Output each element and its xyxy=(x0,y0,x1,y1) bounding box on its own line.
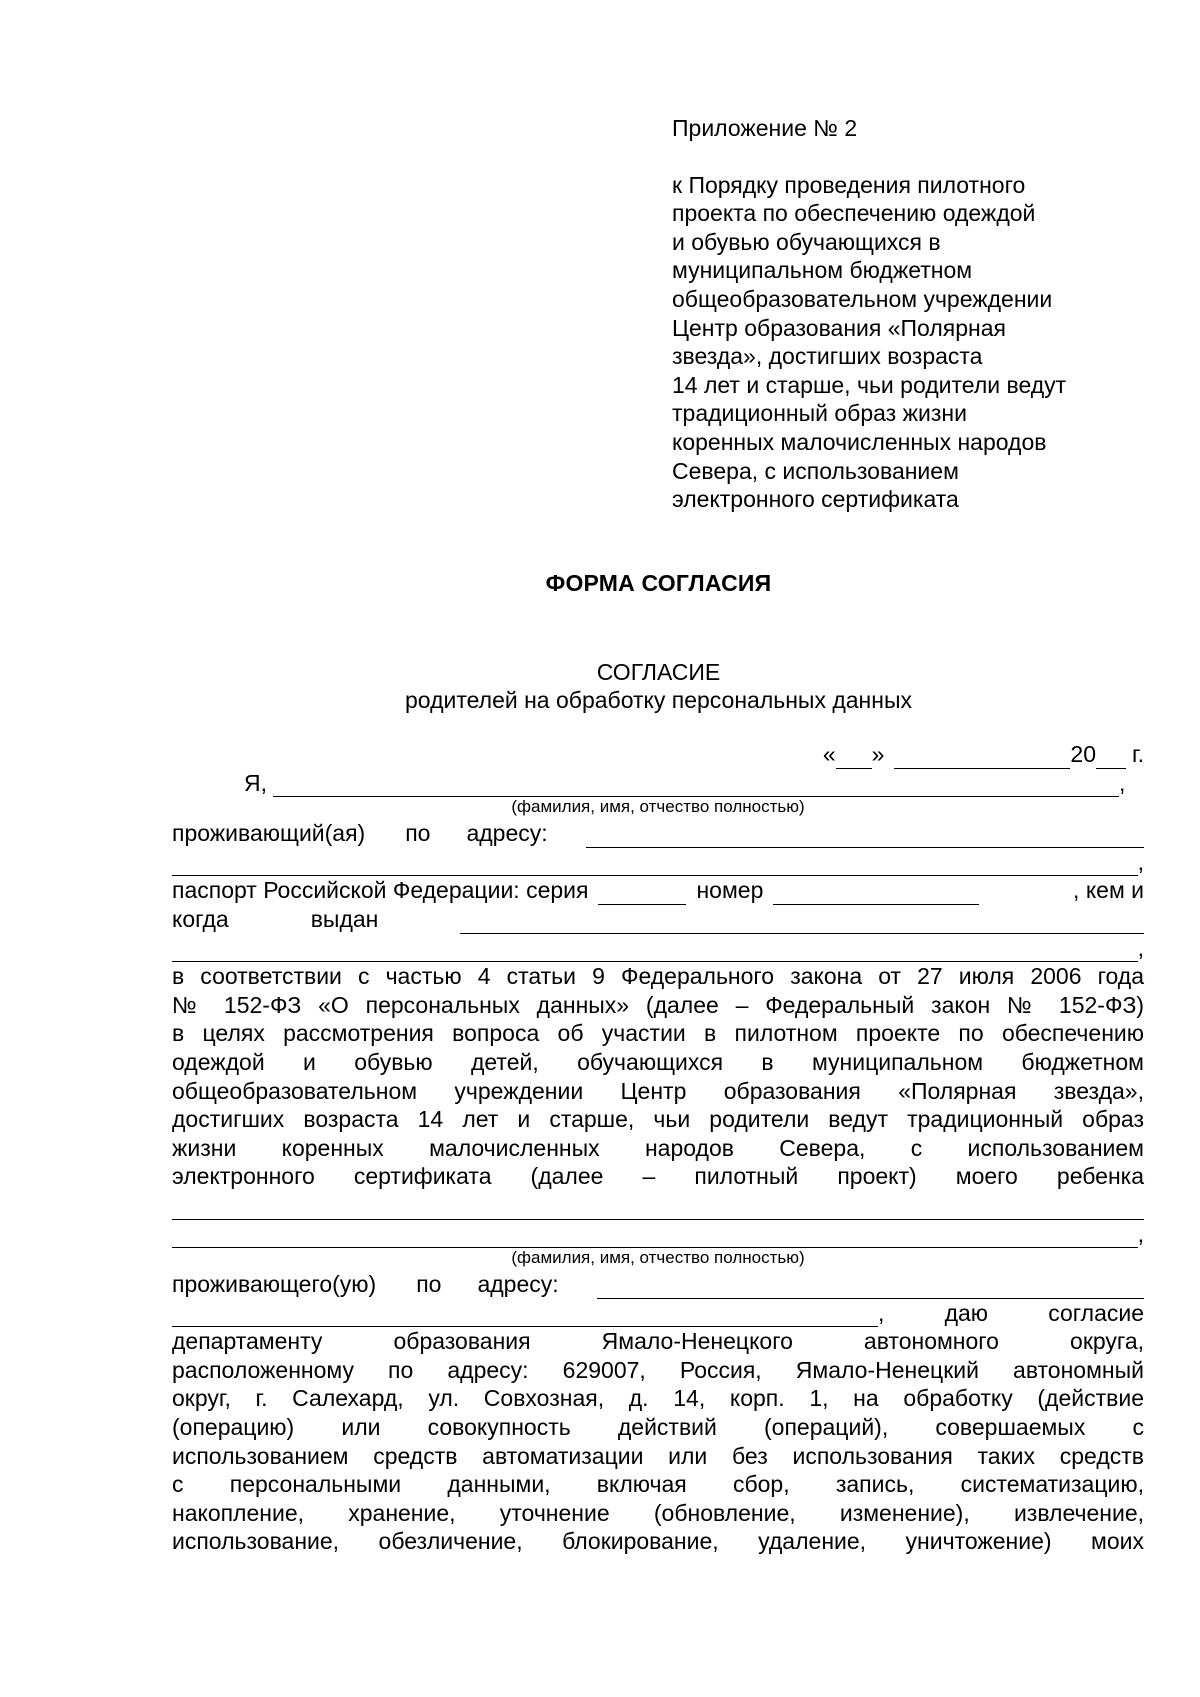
parent-address-field-2[interactable] xyxy=(172,853,1138,876)
paragraph-line: № 152-ФЗ «О персональных данных» (далее – Федеральный закон № 152-ФЗ) xyxy=(172,991,1144,1018)
date-open-quote: « xyxy=(822,741,836,767)
issued-label: когда xyxy=(172,905,229,932)
annex-line: муниципальном бюджетном xyxy=(672,257,973,284)
paragraph-line: жизни коренных малочисленных народов Севера, с использованием xyxy=(172,1134,1144,1161)
annex-line: к Порядку проведения пилотного xyxy=(672,171,1026,198)
consent-title: СОГЛАСИЕ xyxy=(596,659,721,685)
form-body xyxy=(172,740,1144,1556)
i-label: Я, xyxy=(244,769,267,796)
paragraph-line: использование, обезличение, блокирование, удаление, уничтожение) моих xyxy=(172,1528,1144,1555)
paragraph-line: департаменту образования Ямало-Ненецкого автономного округа, xyxy=(172,1328,1144,1355)
parent-fio-field[interactable] xyxy=(273,774,1119,797)
passport-row xyxy=(172,876,1144,905)
address-continuation-row xyxy=(172,848,1144,877)
month-field[interactable] xyxy=(894,746,1070,769)
child-residing-label: проживающего(ую) xyxy=(172,1271,377,1298)
paragraph-line: расположенному по адресу: 629007, Россия, Ямало-Ненецкий автономный xyxy=(172,1356,1144,1383)
issued-row xyxy=(172,905,1144,934)
paragraph-line: округ, г. Салехард, ул. Совхозная, д. 14, корп. 1, на обработку (действие xyxy=(172,1385,1144,1412)
residing-label: адресу: xyxy=(466,820,548,847)
form-title: ФОРМА СОГЛАСИЯ xyxy=(545,570,772,596)
passport-issuer-field[interactable] xyxy=(460,911,1144,934)
child-fio-comma: , xyxy=(1137,1220,1144,1247)
paragraph-line: с персональными данными, включая сбор, запись, систематизацию, xyxy=(172,1471,1144,1498)
paragraph-line: достигших возраста 14 лет и старше, чьи родители ведут традиционный образ xyxy=(172,1106,1144,1133)
paragraph-line: (операцию) или совокупность действий (операций), совершаемых с xyxy=(172,1414,1144,1441)
child-fio-row xyxy=(172,1191,1144,1220)
year-field[interactable] xyxy=(1096,746,1126,769)
residing-label: по xyxy=(405,820,431,847)
paragraph-line: использованием средств автоматизации или без использования таких средств xyxy=(172,1442,1144,1469)
annex-line: Центр образования «Полярная xyxy=(672,314,1006,341)
passport-number-label: номер xyxy=(696,877,764,904)
annex-line: 14 лет и старше, чьи родители ведут xyxy=(672,371,1067,398)
annex-line: общеобразовательном учреждении xyxy=(672,285,1053,312)
address-comma: , xyxy=(1137,848,1144,875)
annex-number: Приложение № 2 xyxy=(672,115,858,141)
fio-row xyxy=(172,769,1144,798)
legal-paragraph-1 xyxy=(172,962,1144,1191)
residence-row xyxy=(172,819,1144,848)
passport-issuer-field-2[interactable] xyxy=(172,939,1138,962)
annex-line: Севера, с использованием xyxy=(672,457,959,484)
parent-fio-caption: (фамилия, имя, отчество полностью) xyxy=(511,797,805,817)
paragraph-line: одеждой и обувью детей, обучающихся в муниципальном бюджетном xyxy=(172,1048,1144,1075)
paragraph-line: в целях рассмотрения вопроса об участии в пилотном проекте по обеспечению xyxy=(172,1020,1144,1047)
date-row xyxy=(172,740,1144,769)
consent-tail: , даю согласие xyxy=(878,1299,1144,1326)
annex-block xyxy=(672,114,1152,514)
day-field[interactable] xyxy=(836,746,872,769)
annex-line: и обувью обучающихся в xyxy=(672,228,941,255)
consent-subtitle: родителей на обработку персональных данных xyxy=(405,687,912,713)
paragraph-line: в соответствии с частью 4 статьи 9 Федерального закона от 27 июля 2006 года xyxy=(172,963,1144,990)
date-close-quote: » xyxy=(871,741,885,767)
issuer-continuation-row xyxy=(172,934,1144,963)
consent-heading xyxy=(0,658,1200,714)
passport-number-field[interactable] xyxy=(773,882,979,905)
annex-line: звезда», достигших возраста xyxy=(672,343,983,370)
fio-comma: , xyxy=(1119,769,1126,796)
child-address-field[interactable] xyxy=(597,1276,1144,1299)
annex-line: коренных малочисленных народов xyxy=(672,428,1047,455)
child-fio-field[interactable] xyxy=(172,1197,1144,1220)
paragraph-line: накопление, хранение, уточнение (обновление, изменение), извлечение, xyxy=(172,1499,1144,1526)
paragraph-line: общеобразовательном учреждении Центр образования «Полярная звезда», xyxy=(172,1077,1144,1104)
child-fio-row-2 xyxy=(172,1220,1144,1249)
paragraph-line: электронного сертификата (далее – пилотный проект) моего ребенка xyxy=(172,1163,1144,1190)
annex-line: традиционный образ жизни xyxy=(672,400,967,427)
child-fio-caption: (фамилия, имя, отчество полностью) xyxy=(511,1248,805,1268)
issued-label: выдан xyxy=(310,905,379,932)
child-fio-field-2[interactable] xyxy=(172,1225,1138,1248)
passport-series-field[interactable] xyxy=(598,882,686,905)
passport-series-label: паспорт Российской Федерации: серия xyxy=(172,877,589,904)
child-residing-label: по xyxy=(416,1271,442,1298)
annex-line: электронного сертификата xyxy=(672,486,959,513)
parent-address-field[interactable] xyxy=(586,825,1144,848)
child-address-continuation-row xyxy=(172,1299,1144,1328)
passport-issuer-label: , кем и xyxy=(1073,877,1144,904)
child-address-field-2[interactable] xyxy=(172,1304,878,1327)
legal-paragraph-2 xyxy=(172,1327,1144,1556)
child-residence-row xyxy=(172,1270,1144,1299)
issuer-comma: , xyxy=(1137,934,1144,961)
annex-line: проекта по обеспечению одеждой xyxy=(672,200,1036,227)
year-prefix: 20 xyxy=(1070,741,1097,767)
child-residing-label: адресу: xyxy=(477,1271,559,1298)
residing-label: проживающий(ая) xyxy=(172,820,366,847)
year-suffix: г. xyxy=(1132,741,1144,767)
